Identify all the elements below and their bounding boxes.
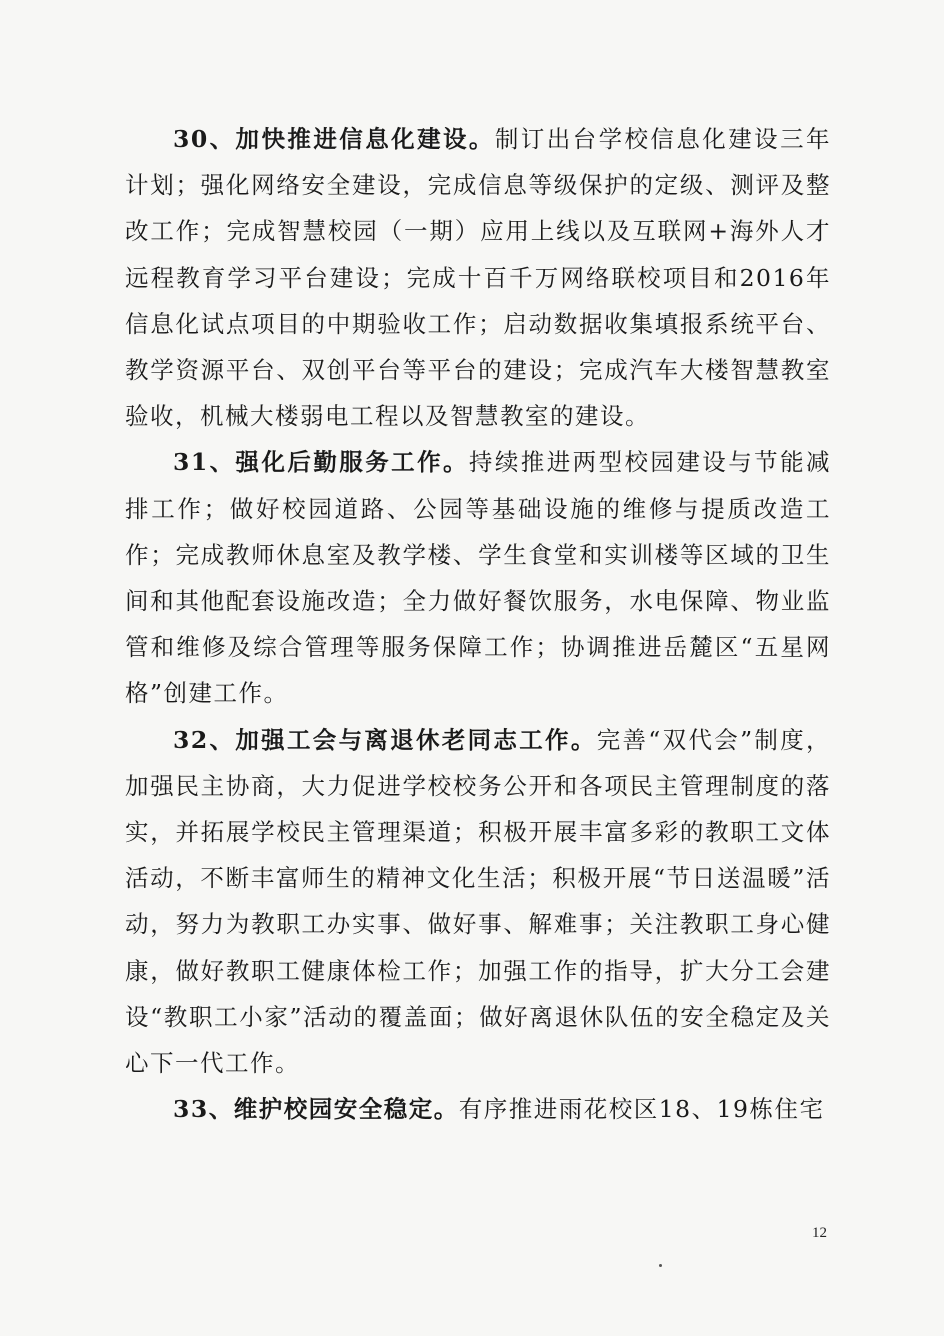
paragraph-text: 制订出台学校信息化建设三年计划；强化网络安全建设，完成信息等级保护的定级、测评及整改工作；完成智慧校园（一期）应用上线以及互联网+海外人才远程教育学习平台建设；完成十百千万网络联校项目和2016年信息化试点项目的中期验收工作；启动数据收集填报系统平台、教学资源平台、双创平台等平台的建设；完成汽车大楼智慧教室验收，机械大楼弱电工程以及智慧教室的建设。 bbox=[125, 125, 832, 431]
paragraph-32 bbox=[125, 717, 831, 1087]
paragraph-30 bbox=[125, 116, 831, 439]
paragraph-31 bbox=[125, 439, 831, 716]
paragraph-heading: 30、加快推进信息化建设。 bbox=[173, 125, 495, 153]
page-number: 12 bbox=[812, 1225, 827, 1241]
paragraph-heading: 32、加强工会与离退休老同志工作。 bbox=[173, 725, 597, 754]
paragraph-text: 持续推进两型校园建设与节能减排工作；做好校园道路、公园等基础设施的维修与提质改造工作；完成教师休息室及教学楼、学生食堂和实训楼等区域的卫生间和其他配套设施改造；全力做好餐饮服务，水电保障、物业监管和维修及综合管理等服务保障工作；协调推进岳麓区“五星网格”创建工作。 bbox=[125, 448, 831, 708]
paragraph-heading: 33、维护校园安全稳定。 bbox=[173, 1095, 459, 1124]
paragraph-33 bbox=[125, 1086, 831, 1132]
paragraph-text: 有序推进雨花校区18、19栋住宅 bbox=[458, 1095, 825, 1124]
scan-speck bbox=[659, 1264, 662, 1267]
paragraph-heading: 31、强化后勤服务工作。 bbox=[173, 448, 469, 477]
document-body bbox=[125, 116, 831, 1132]
paragraph-text: 完善“双代会”制度，加强民主协商，大力促进学校校务公开和各项民主管理制度的落实，并拓展学校民主管理渠道；积极开展丰富多彩的教职工文体活动，不断丰富师生的精神文化生活；积极开展“节日送温暖”活动，努力为教职工办实事、做好事、解难事；关注教职工身心健康，做好教职工健康体检工作；加强工作的指导，扩大分工会建设“教职工小家”活动的覆盖面；做好离退休队伍的安全稳定及关心下一代工作。 bbox=[125, 725, 832, 1078]
